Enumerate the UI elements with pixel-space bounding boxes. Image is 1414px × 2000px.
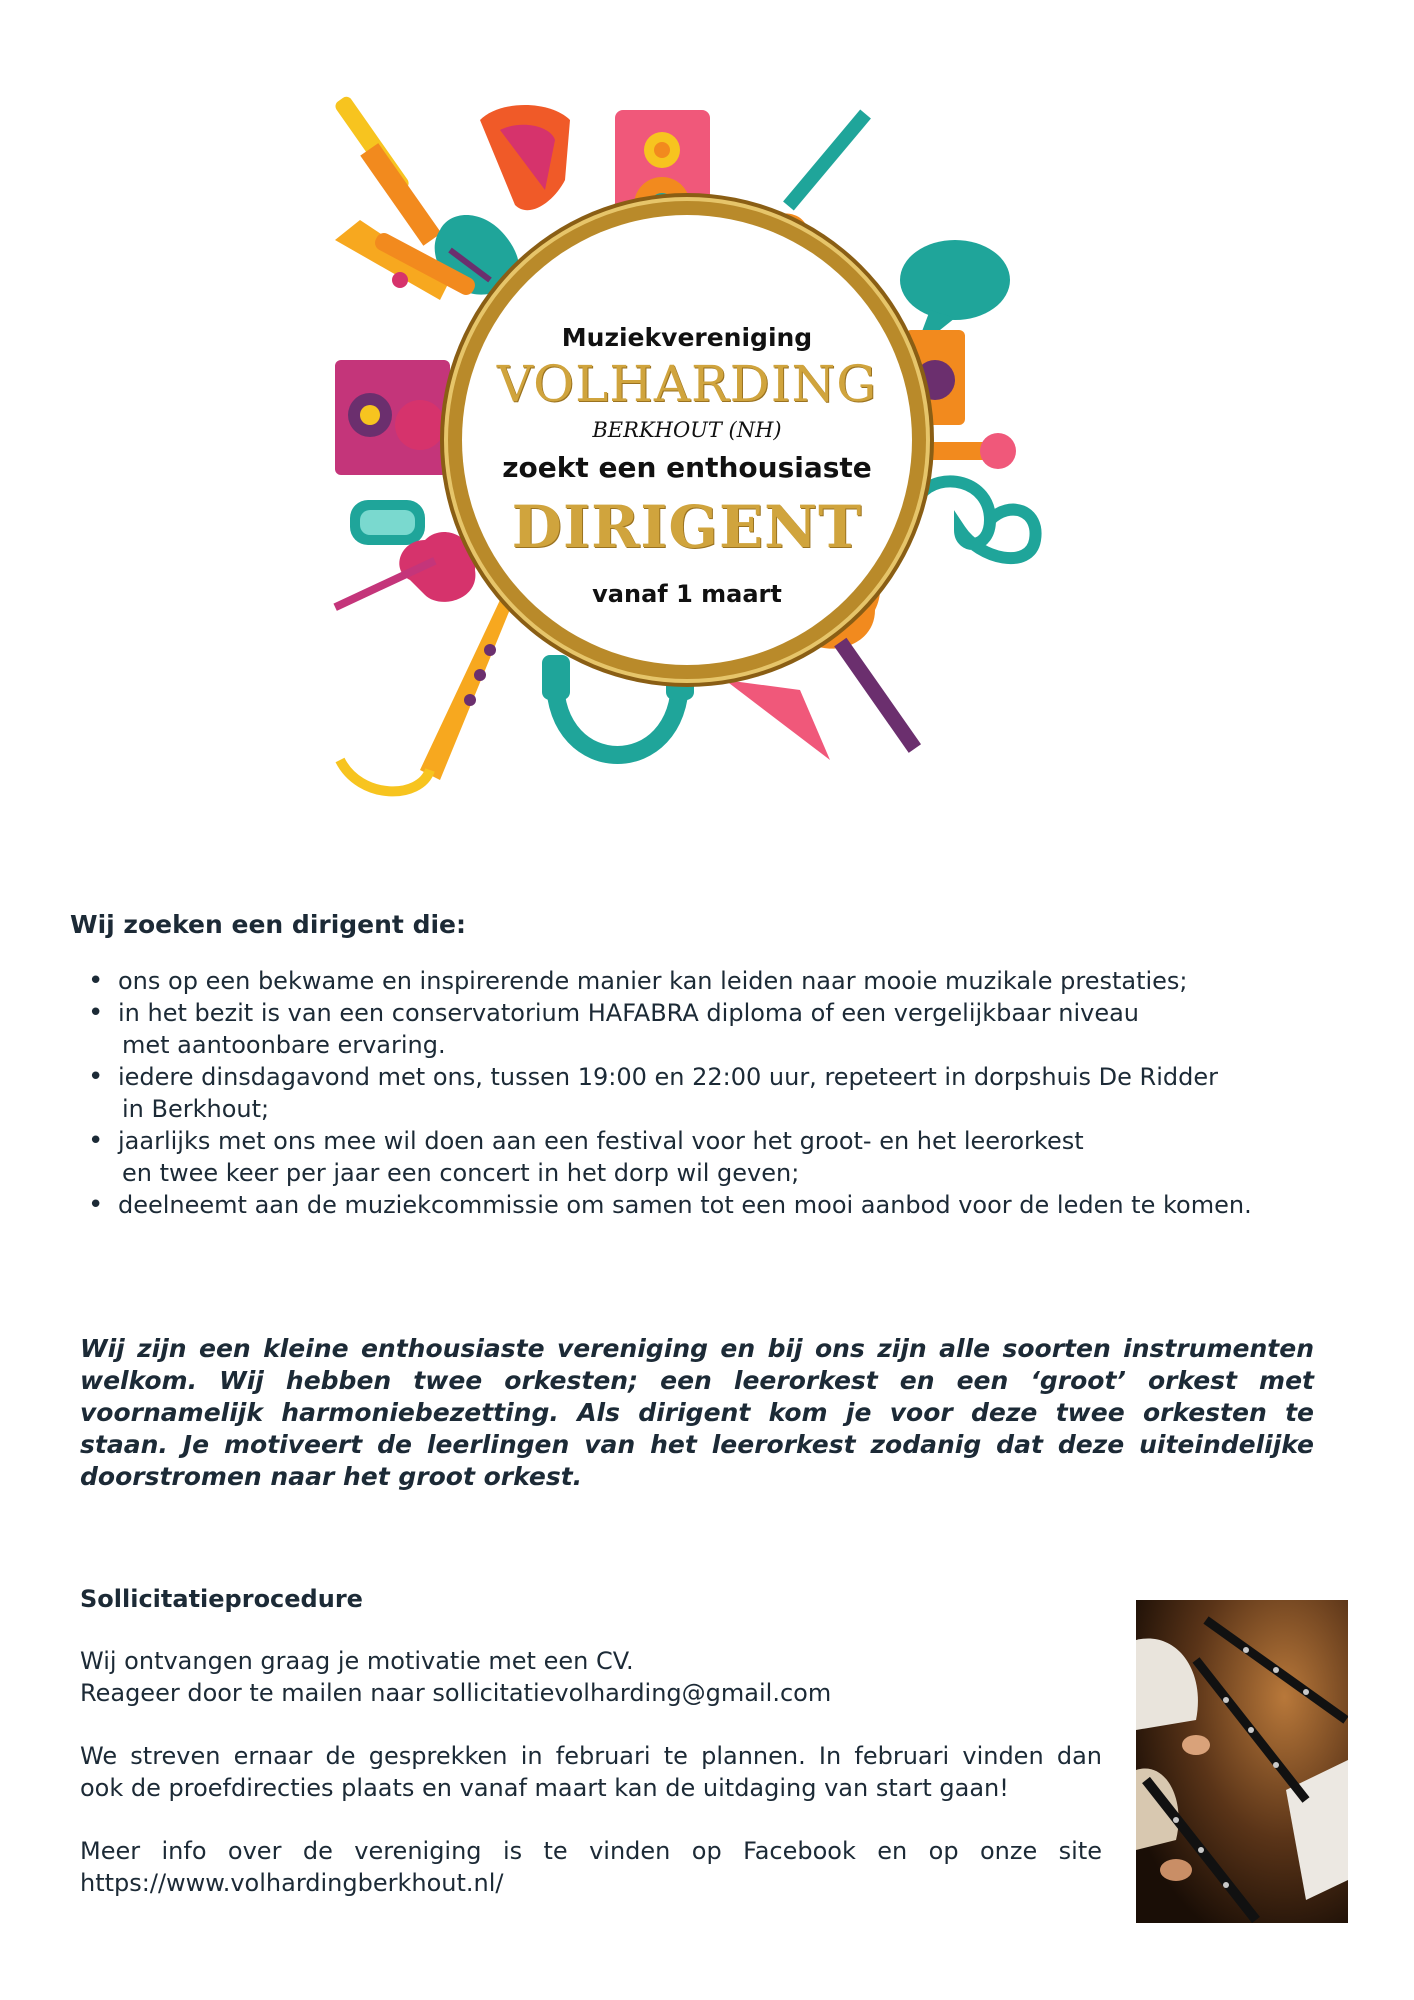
clarinet-players-photo [1136, 1600, 1348, 1923]
paragraph-line: We streven ernaar de gesprekken in februari te plannen. In februari vinden dan [80, 1742, 1102, 1770]
procedure-paragraph-planning [80, 1740, 1102, 1804]
paragraph-line: Meer info over de vereniging is te vinden op Facebook en op onze site [80, 1837, 1102, 1865]
association-type: Muziekvereniging [561, 323, 813, 352]
email-line[interactable]: Reageer door te mailen naar sollicitatievolharding@gmail.com [80, 1679, 832, 1707]
paragraph-line: ook de proefdirecties plaats en vanaf maart kan de uitdaging van start gaan! [80, 1774, 1009, 1802]
association-place: BERKHOUT (NH) [592, 418, 782, 442]
association-name: VOLHARDING [496, 355, 878, 413]
saxophone-icon [340, 585, 520, 791]
list-item-text: ons op een bekwame en inspirerende manier kan leiden naar mooie muzikale prestaties; [118, 967, 1188, 995]
boombox-icon [335, 360, 450, 475]
treble-clef-icon [920, 481, 1036, 558]
seek-line: zoekt een enthousiaste [502, 451, 872, 484]
horn-icon [480, 105, 570, 210]
procedure-heading: Sollicitatieprocedure [80, 1585, 363, 1613]
list-item-text: deelneemt aan de muziekcommissie om samen tot een mooi aanbod voor de leden te komen. [118, 1191, 1252, 1219]
procedure-paragraph-info [80, 1835, 1102, 1899]
headphones-icon [542, 655, 694, 755]
microphone-icon [920, 433, 1016, 469]
list-item-continuation: met aantoonbare ervaring. [122, 1031, 446, 1059]
logo-badge [462, 215, 912, 665]
vintage-microphone-icon [350, 500, 425, 545]
requirements-heading: Wij zoeken een dirigent die: [70, 910, 467, 939]
list-item [82, 965, 1382, 997]
start-date: vanaf 1 maart [592, 580, 782, 608]
association-logo [330, 80, 1090, 820]
procedure-paragraph-cv [80, 1645, 1102, 1709]
list-item-text: iedere dinsdagavond met ons, tussen 19:00 en 22:00 uur, repeteert in dorpshuis De Ridder [118, 1063, 1218, 1091]
list-item-text: jaarlijks met ons mee wil doen aan een festival voor het groot- en het leerorkest [118, 1127, 1084, 1155]
list-item-continuation: in Berkhout; [122, 1095, 270, 1123]
website-link[interactable]: https://www.volhardingberkhout.nl/ [80, 1869, 504, 1897]
list-item-text: in het bezit is van een conservatorium HAFABRA diploma of een vergelijkbaar niveau [118, 999, 1139, 1027]
list-item [82, 997, 1382, 1061]
role-title: DIRIGENT [511, 493, 863, 561]
list-item [82, 1125, 1382, 1189]
paragraph-line: Wij ontvangen graag je motivatie met een CV. [80, 1647, 634, 1675]
small-speaker-icon [905, 330, 965, 425]
list-item [82, 1189, 1382, 1221]
list-item [82, 1061, 1382, 1125]
requirements-list [82, 965, 1382, 1221]
association-intro: Wij zijn een kleine enthousiaste vereniging en bij ons zijn alle soorten instrumenten welkom. Wij hebben twee orkesten; een leerorkest en een ‘groot’ orkest met voornamelijk harmoniebezetting. Als dirigent kom je voor deze twee orkesten te staan. Je motiveert de leerlingen van het leerorkest zodanig dat deze uiteindelijke doorstromen naar het groot orkest. [80, 1334, 1314, 1491]
cymbal-icon [725, 680, 830, 760]
list-item-continuation: en twee keer per jaar een concert in het dorp wil geven; [122, 1159, 800, 1187]
